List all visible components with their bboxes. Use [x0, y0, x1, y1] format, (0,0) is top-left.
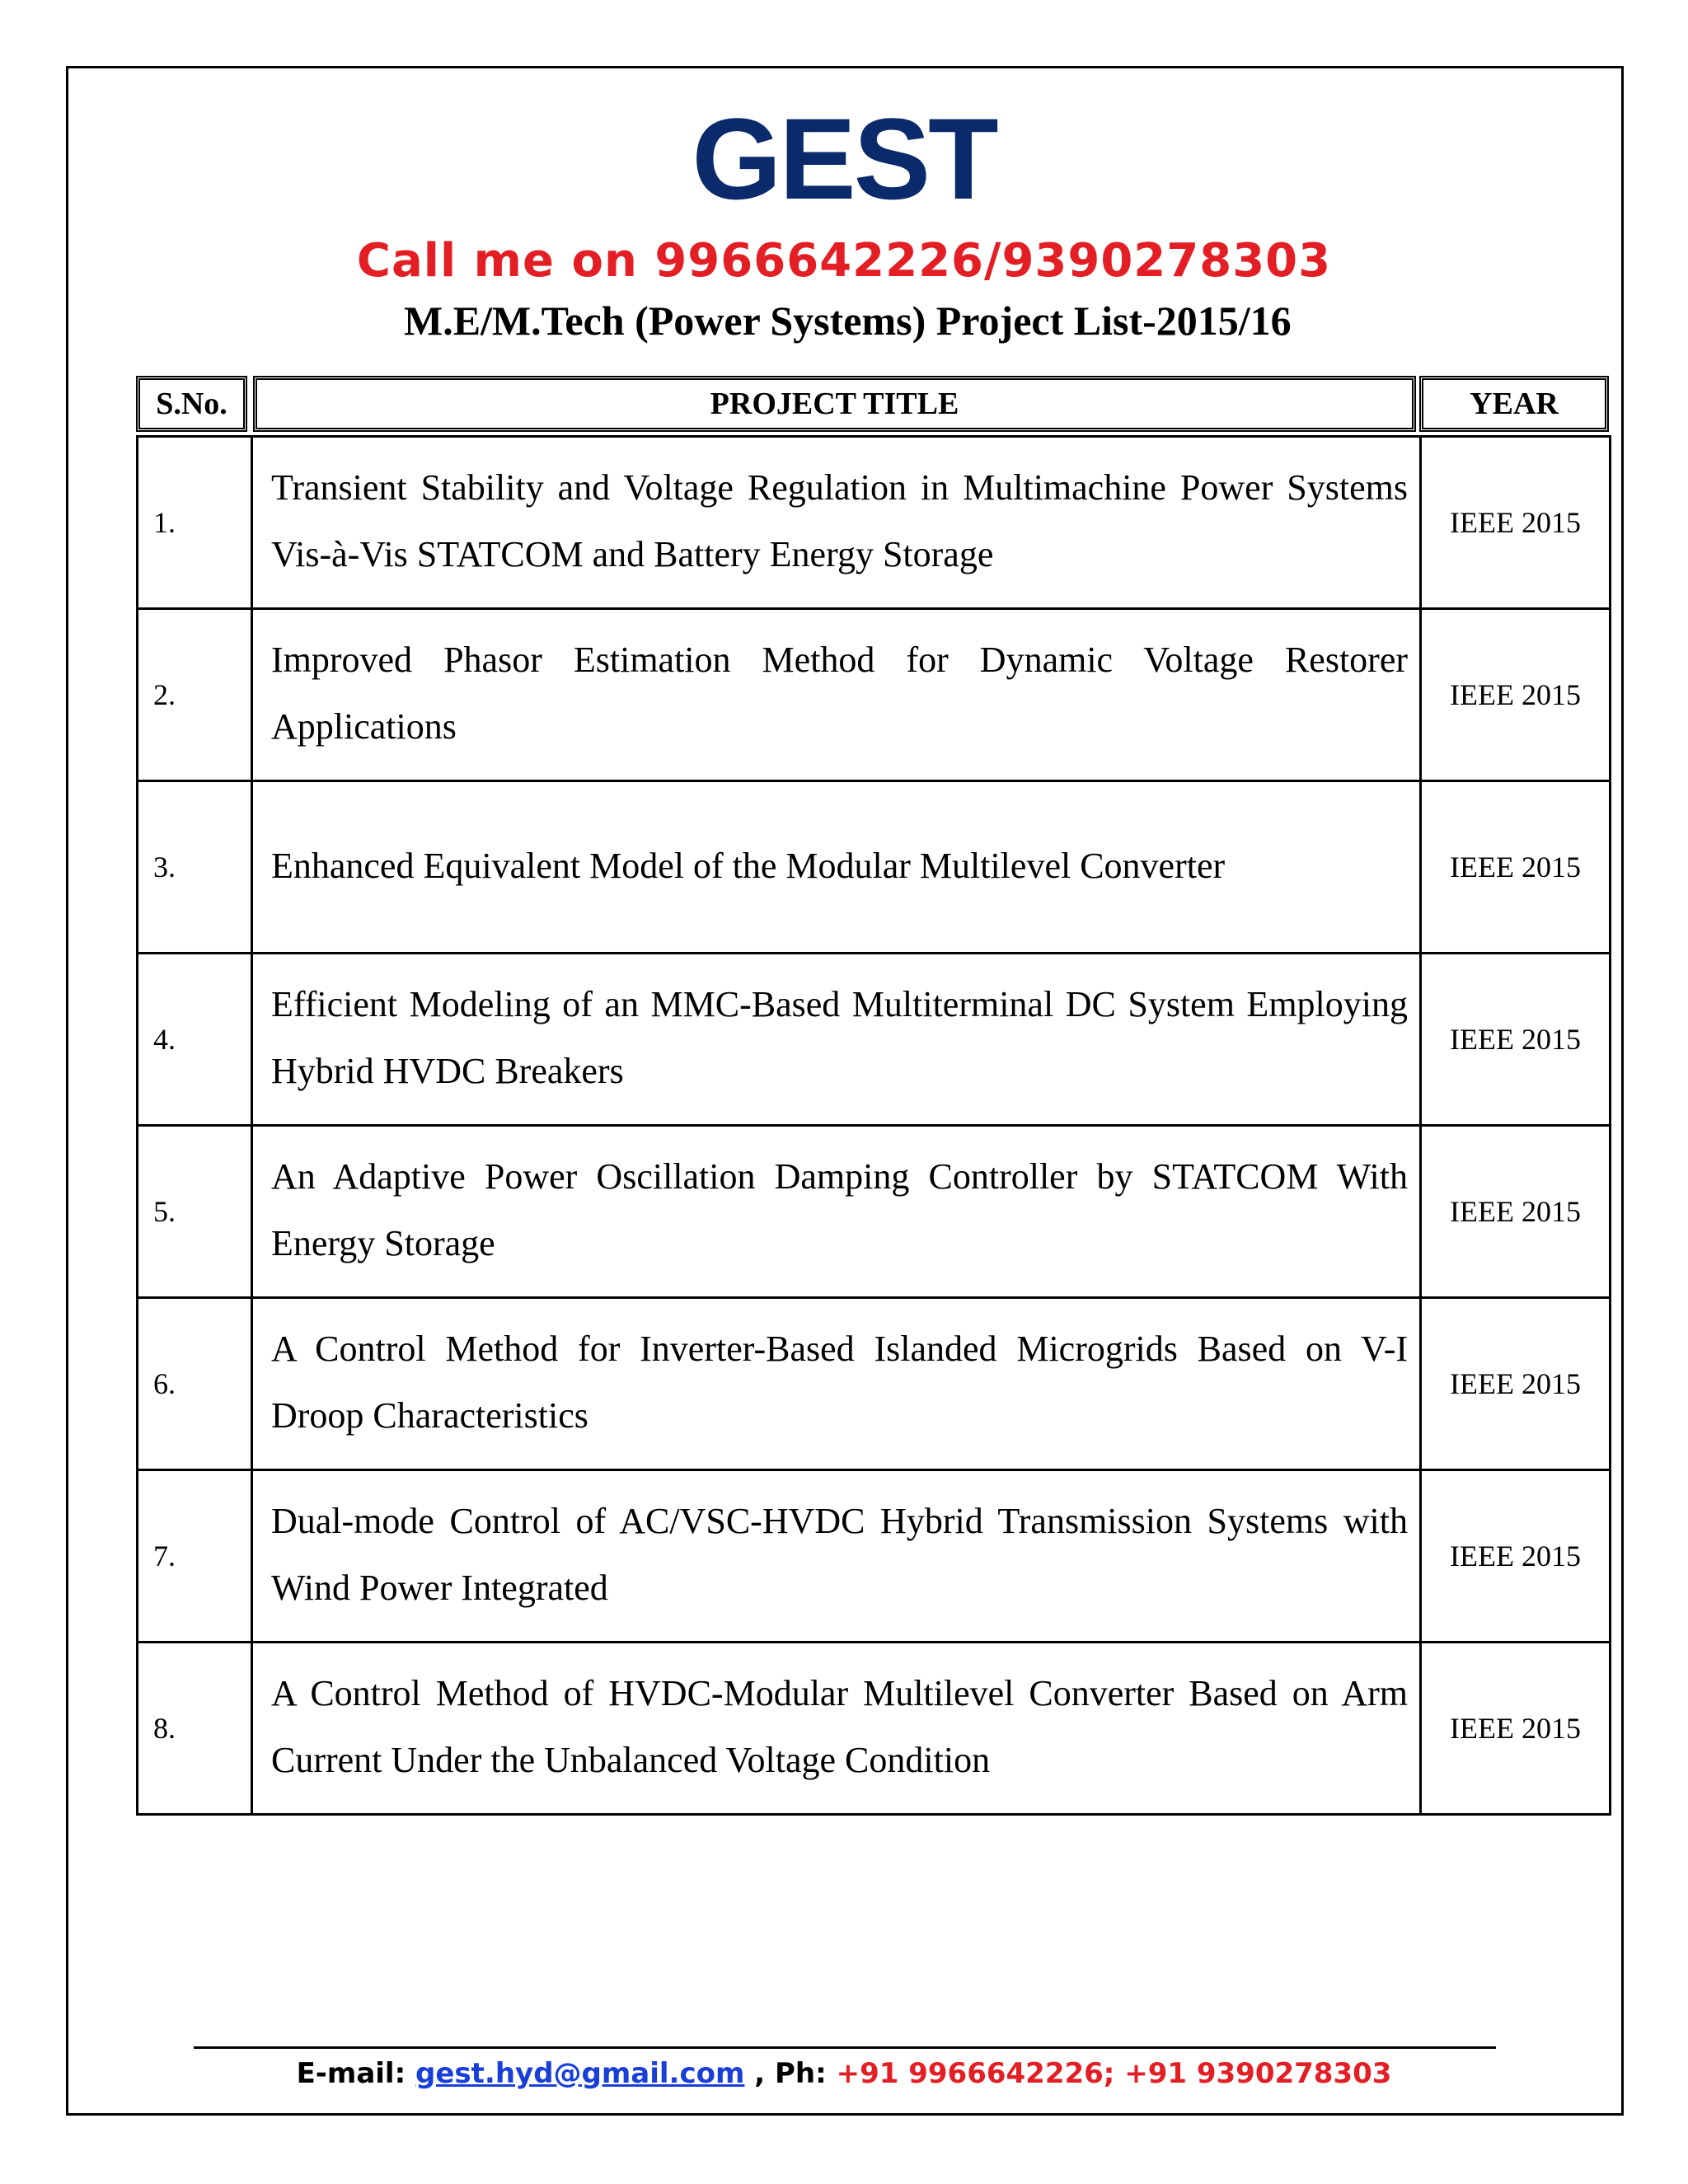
row-sno: 8.	[138, 1643, 252, 1815]
row-title: An Adaptive Power Oscillation Damping Controller by STATCOM With Energy Storage	[252, 1126, 1421, 1298]
row-title: Efficient Modeling of an MMC-Based Multiterminal DC System Employing Hybrid HVDC Breakers	[252, 954, 1421, 1126]
row-year: IEEE 2015	[1421, 1298, 1611, 1470]
footer-contact	[0, 2054, 1688, 2093]
project-table	[136, 435, 1611, 1816]
table-row	[138, 1470, 1611, 1643]
row-sno: 1.	[138, 437, 252, 609]
row-title: A Control Method for Inverter-Based Islanded Microgrids Based on V-I Droop Characteristics	[252, 1298, 1421, 1470]
table-row	[138, 1126, 1611, 1298]
table-row	[138, 954, 1611, 1126]
row-sno: 7.	[138, 1470, 252, 1643]
row-year: IEEE 2015	[1421, 954, 1611, 1126]
table-row	[138, 437, 1611, 609]
row-sno: 3.	[138, 781, 252, 954]
table-row	[138, 1298, 1611, 1470]
email-link[interactable]: gest.hyd@gmail.com	[415, 2057, 745, 2090]
table-row	[138, 1643, 1611, 1815]
phone-label: , Ph:	[744, 2057, 827, 2090]
row-title: Enhanced Equivalent Model of the Modular Multilevel Converter	[252, 781, 1421, 954]
column-header-year: YEAR	[1419, 376, 1609, 432]
table-row	[138, 781, 1611, 954]
page-title: M.E/M.Tech (Power Systems) Project List-2015/16	[404, 298, 1292, 344]
gest-logo: GEST	[692, 94, 996, 223]
row-sno: 2.	[138, 609, 252, 781]
row-year: IEEE 2015	[1421, 1126, 1611, 1298]
row-sno: 4.	[138, 954, 252, 1126]
row-year: IEEE 2015	[1421, 609, 1611, 781]
email-label: E-mail:	[296, 2057, 406, 2090]
row-sno: 5.	[138, 1126, 252, 1298]
row-year: IEEE 2015	[1421, 781, 1611, 954]
row-sno: 6.	[138, 1298, 252, 1470]
row-year: IEEE 2015	[1421, 1470, 1611, 1643]
row-title: Dual-mode Control of AC/VSC-HVDC Hybrid Transmission Systems with Wind Power Integrated	[252, 1470, 1421, 1643]
row-year: IEEE 2015	[1421, 437, 1611, 609]
column-header-sno: S.No.	[136, 376, 247, 432]
row-title: Transient Stability and Voltage Regulation in Multimachine Power Systems Vis-à-Vis STATCOM and Battery Energy Storage	[252, 437, 1421, 609]
row-year: IEEE 2015	[1421, 1643, 1611, 1815]
call-line: Call me on 9966642226/9390278303	[356, 234, 1332, 288]
row-title: Improved Phasor Estimation Method for Dynamic Voltage Restorer Applications	[252, 609, 1421, 781]
phone-numbers: +91 9966642226; +91 9390278303	[836, 2057, 1392, 2090]
table-row	[138, 609, 1611, 781]
row-title: A Control Method of HVDC-Modular Multilevel Converter Based on Arm Current Under the Unbalanced Voltage Condition	[252, 1643, 1421, 1815]
column-header-title: PROJECT TITLE	[253, 376, 1416, 432]
footer-divider	[194, 2046, 1496, 2049]
